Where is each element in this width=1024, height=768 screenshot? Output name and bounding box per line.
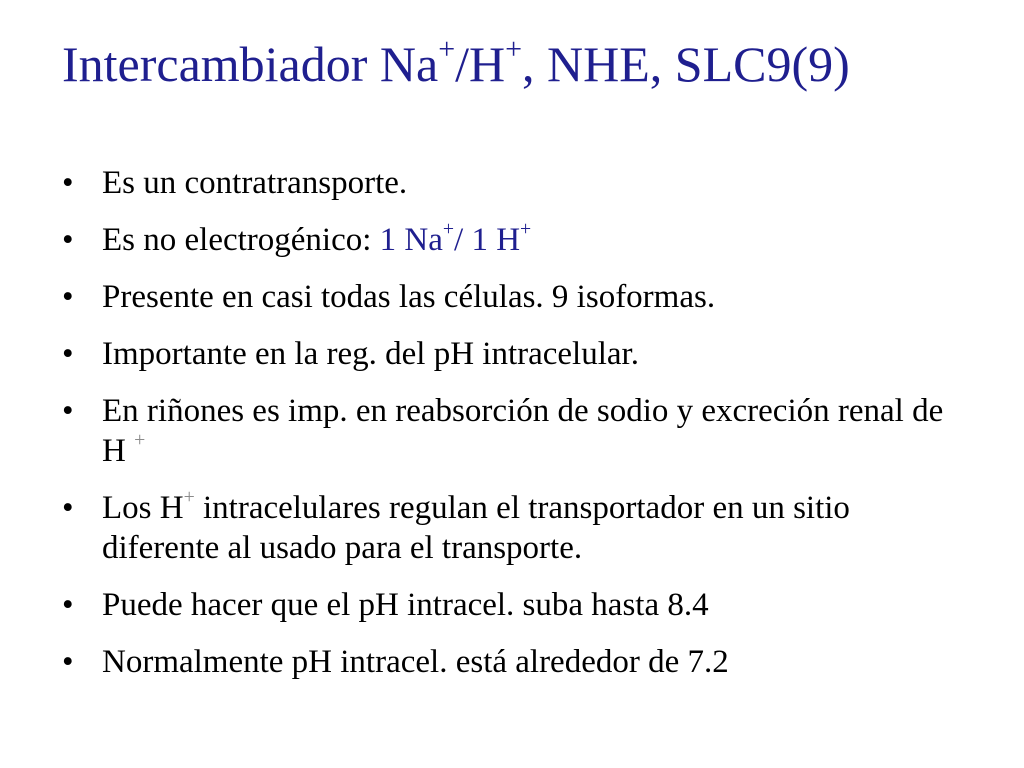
bullet-text-3: Presente en casi todas las células. 9 isoformas. (102, 279, 716, 315)
bullet-text-8: Normalmente pH intracel. está alrededor de 7.2 (102, 644, 729, 680)
ratio-na-sup: + (442, 218, 455, 241)
bullet-text-1: Es un contratransporte. (102, 165, 408, 201)
bullet-dot-icon: • (62, 279, 74, 315)
bullet-list (62, 163, 962, 699)
bullet-6-sup: + (183, 486, 195, 509)
title-sup-1: + (438, 32, 456, 66)
bullet-item-1 (62, 163, 962, 203)
bullet-item-2 (62, 220, 962, 260)
bullet-dot-icon: • (62, 644, 74, 680)
bullet-dot-icon: • (62, 336, 74, 372)
bullet-item-3 (62, 277, 962, 317)
bullet-item-8 (62, 642, 962, 682)
bullet-text-7: Puede hacer que el pH intracel. suba hasta 8.4 (102, 587, 709, 623)
title-sup-2: + (505, 32, 523, 66)
bullet-text-5: En riñones es imp. en reabsorción de sodio y excreción renal de H (102, 393, 944, 469)
bullet-text-4: Importante en la reg. del pH intracelular. (102, 336, 639, 372)
bullet-text-6-post: intracelulares regulan el transportador en un sitio diferente al usado para el transporte. (102, 490, 850, 566)
bullet-dot-icon: • (62, 490, 74, 526)
bullet-dot-icon: • (62, 165, 74, 201)
bullet-item-6 (62, 488, 962, 568)
slide-title (62, 34, 850, 94)
title-prefix: Intercambiador Na (62, 36, 439, 92)
bullet-item-4 (62, 334, 962, 374)
bullet-dot-icon: • (62, 393, 74, 429)
title-suffix: , NHE, SLC9(9) (522, 36, 850, 92)
ratio-na: 1 Na (379, 222, 443, 258)
bullet-item-7 (62, 585, 962, 625)
ratio-h: / 1 H (454, 222, 521, 258)
bullet-text-2: Es no electrogénico: (102, 222, 380, 258)
bullet-dot-icon: • (62, 587, 74, 623)
bullet-item-5 (62, 391, 962, 471)
bullet-5-sup: + (134, 429, 146, 452)
title-mid: /H (455, 36, 506, 92)
bullet-dot-icon: • (62, 222, 74, 258)
ratio-h-sup: + (520, 218, 532, 241)
bullet-text-6-pre: Los H (102, 490, 184, 526)
